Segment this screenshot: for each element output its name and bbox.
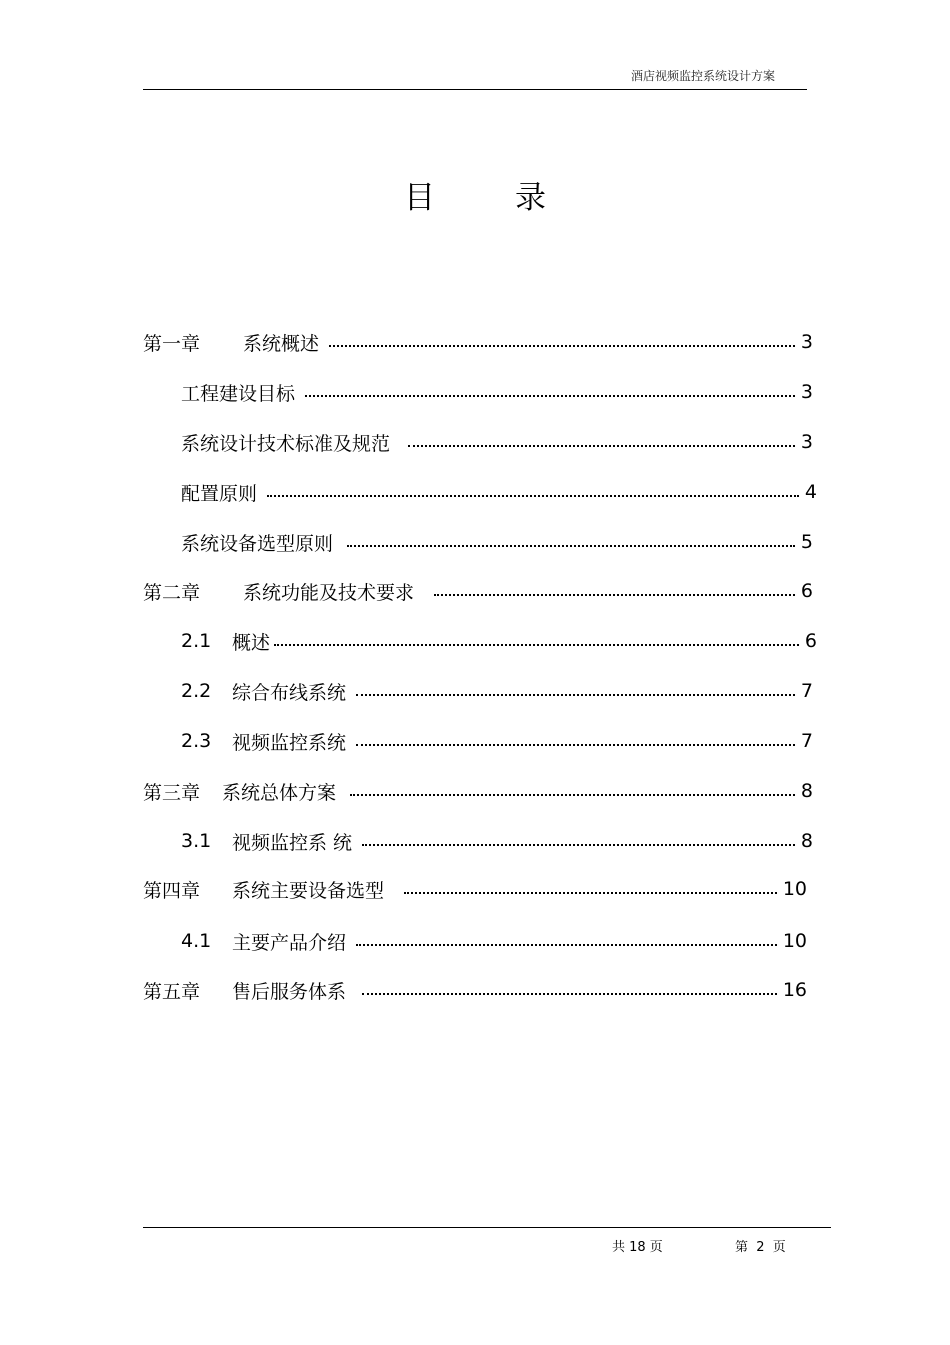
toc-entry-page: 3 — [800, 331, 813, 353]
toc-entry-section[interactable] — [181, 674, 813, 708]
toc-entry-page: 3 — [800, 381, 813, 403]
toc-entry-label: 工程建设目标 — [181, 382, 296, 405]
running-header-title: 酒店视频监控系统设计方案 — [630, 69, 775, 83]
toc-entry-section[interactable] — [181, 425, 813, 459]
toc-entry-section[interactable] — [181, 375, 813, 409]
dot-leader — [274, 644, 799, 646]
toc-entry-section[interactable] — [181, 525, 813, 559]
toc-entry-label: 系统主要设备选型 — [232, 879, 385, 902]
toc-entry-label: 系统功能及技术要求 — [243, 581, 415, 604]
toc-entry-number: 第三章 — [143, 781, 201, 804]
toc-entry-label: 系统概述 — [243, 332, 320, 355]
dot-leader — [404, 892, 777, 894]
dot-leader — [362, 844, 795, 846]
toc-entry-page: 8 — [800, 830, 813, 852]
dot-leader — [408, 445, 795, 447]
toc-entry-chapter-3[interactable] — [143, 774, 813, 808]
toc-entry-page: 7 — [800, 730, 813, 752]
toc-entry-section[interactable] — [181, 475, 817, 509]
toc-entry-label: 主要产品介绍 — [232, 931, 347, 954]
toc-entry-chapter-4[interactable] — [143, 872, 807, 906]
toc-entry-section[interactable] — [181, 924, 807, 958]
toc-entry-label: 综合布线系统 — [232, 681, 347, 704]
dot-leader — [356, 744, 795, 746]
toc-entry-page: 5 — [800, 531, 813, 553]
toc-entry-chapter-1[interactable] — [143, 325, 813, 359]
toc-entry-label: 视频监控系 统 — [232, 831, 353, 854]
toc-entry-number: 第五章 — [143, 980, 201, 1003]
toc-entry-page: 4 — [804, 481, 817, 503]
toc-entry-number: 2.3 — [181, 730, 212, 752]
dot-leader — [305, 395, 795, 397]
toc-entry-chapter-2[interactable] — [143, 574, 813, 608]
toc-entry-label: 系统设计技术标准及规范 — [181, 432, 391, 455]
dot-leader — [362, 993, 777, 995]
dot-leader — [350, 794, 795, 796]
total-pages: 共 18 页 — [612, 1240, 663, 1255]
toc-entry-page: 10 — [782, 930, 807, 952]
dot-leader — [356, 944, 777, 946]
dot-leader — [329, 345, 795, 347]
toc-entry-label: 售后服务体系 — [232, 980, 347, 1003]
dot-leader — [267, 495, 799, 497]
toc-entry-number: 4.1 — [181, 930, 212, 952]
dot-leader — [434, 594, 795, 596]
toc-entry-section[interactable] — [181, 624, 817, 658]
toc-entry-chapter-5[interactable] — [143, 973, 807, 1007]
toc-entry-number: 第二章 — [143, 581, 201, 604]
toc-entry-label: 概述 — [232, 631, 271, 654]
toc-entry-number: 2.1 — [181, 630, 212, 652]
toc-entry-label: 配置原则 — [181, 482, 258, 505]
toc-entry-section[interactable] — [181, 824, 813, 858]
toc-entry-label: 视频监控系统 — [232, 731, 347, 754]
toc-entry-number: 第四章 — [143, 879, 201, 902]
footer-divider — [143, 1227, 831, 1228]
page-footer — [612, 1236, 786, 1255]
toc-entry-section[interactable] — [181, 724, 813, 758]
current-page: 第 2 页 — [734, 1240, 786, 1255]
dot-leader — [347, 545, 795, 547]
toc-entry-page: 16 — [782, 979, 807, 1001]
toc-entry-number: 第一章 — [143, 332, 201, 355]
dot-leader — [356, 694, 795, 696]
toc-entry-page: 6 — [804, 630, 817, 652]
toc-entry-page: 6 — [800, 580, 813, 602]
toc-entry-page: 7 — [800, 680, 813, 702]
toc-entry-number: 3.1 — [181, 830, 212, 852]
toc-entry-label: 系统总体方案 — [222, 781, 337, 804]
toc-entry-page: 10 — [782, 878, 807, 900]
header-divider — [143, 89, 807, 90]
toc-heading: 目录 — [404, 180, 626, 216]
toc-entry-label: 系统设备选型原则 — [181, 532, 334, 555]
toc-entry-page: 3 — [800, 431, 813, 453]
toc-entry-number: 2.2 — [181, 680, 212, 702]
toc-entry-page: 8 — [800, 780, 813, 802]
